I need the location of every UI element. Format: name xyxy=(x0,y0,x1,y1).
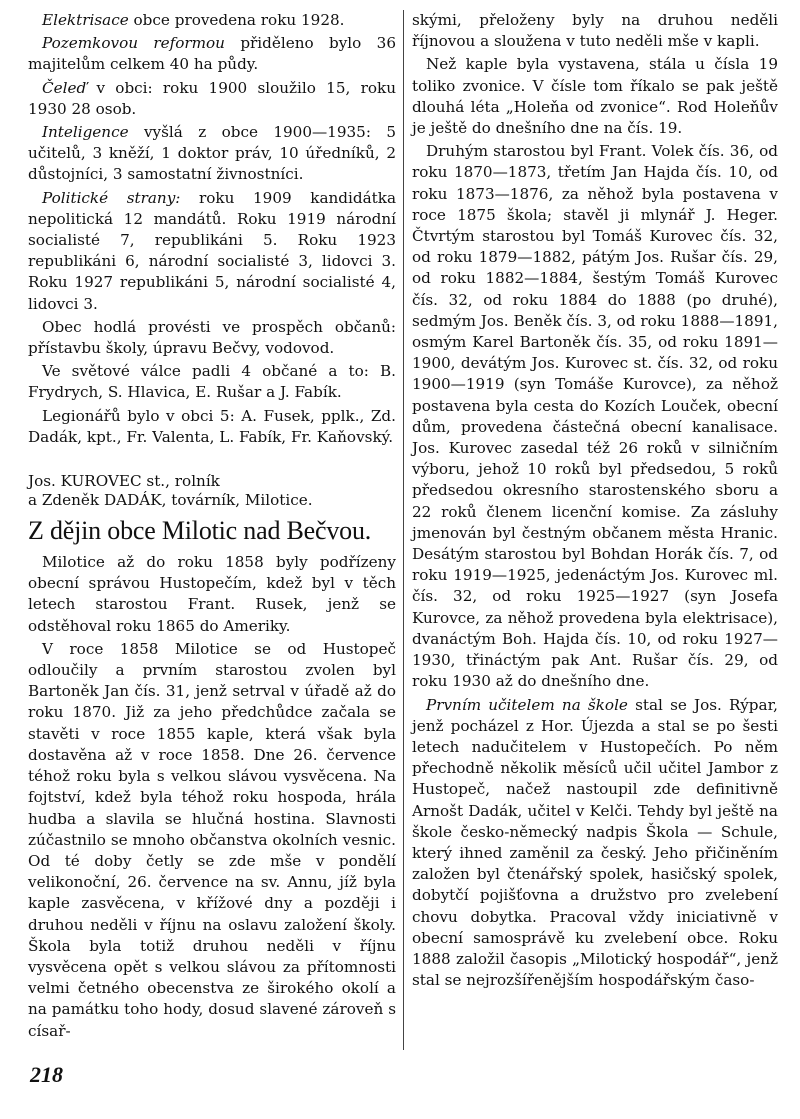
paragraph xyxy=(28,122,396,186)
paragraph-lead: Čeleď xyxy=(42,78,87,97)
right-column xyxy=(412,10,778,993)
paragraph xyxy=(412,141,778,692)
paragraph xyxy=(28,361,396,403)
paragraph xyxy=(28,78,396,120)
paragraph xyxy=(28,317,396,359)
paragraph-text: roku 1909 kandidátka nepolitická 12 mandátů. Roku 1919 národní socialisté 7, republikáni 5. Roku 1923 republikáni 6, národní socialisté 3, lidovci 3. Roku 1927 republikáni 5, národní socialisté 4, lidovci 3. xyxy=(28,188,396,313)
left-column xyxy=(28,10,396,1044)
paragraph-text: obce provedena roku 1928. xyxy=(128,11,345,29)
paragraph xyxy=(28,406,396,448)
paragraph xyxy=(28,10,396,31)
paragraph-text: vyšlá z obce 1900—1935: 5 učitelů, 3 kněží, 1 doktor práv, 10 úředníků, 2 důstojníci, 3 samostatní živnostníci. xyxy=(28,123,396,184)
paragraph xyxy=(412,695,778,992)
paragraph-text: Než kaple byla vystavena, stála u čísla 19 toliko zvonice. V čísle tom říkalo se pak ještě dlouhá léta „Holeňa od zvonice“. Rod Holeňův je ještě do dnešního dne na čís. 19. xyxy=(412,55,778,138)
paragraph xyxy=(412,10,778,52)
section-spacer xyxy=(28,450,396,472)
paragraph-text: stal se Jos. Rýpar, jenž pocházel z Hor. Újezda a stal se po šesti letech nadučitelem v Hustopečích. Po něm přechodně několik měsíců učil učitel Jambor z Hustopeč, načež nastoupil zde definitivně Arnošt Dadák, učitel v Kelči. Tehdy byl ještě na škole česko-německý nadpis Škola — Schule, který ihned zaměnil za český. Jeho přičiněním založen byl čtenářský spolek, hasičský spolek, dobytčí pojišťovna a družstvo pro zvelebení chovu dobytka. Pracoval vždy iniciativně v obecní samosprávě ku zvelebení obce. Roku 1888 založil časopis „Milotický hospodář“, jenž stal se nejrozšířenějším hospodářským časo- xyxy=(412,695,778,990)
paragraph-text: Ve světové válce padli 4 občané a to: B. Frydrych, S. Hlavica, E. Rušar a J. Fabík. xyxy=(28,362,396,402)
paragraph-text: Druhým starostou byl Frant. Volek čís. 36, od roku 1870—1873, třetím Jan Hajda čís. 10, od roku 1873—1876, za něhož byla postavena v roce 1875 škola; stavěl ji mlynář J. Heger. Čtvrtým starostou byl Tomáš Kurovec čís. 32, od roku 1879—1882, pátým Jos. Rušar čís. 29, od roku 1882—1884, šestým Tomáš Kurovec čís. 32, od roku 1884 do 1888 (po druhé), sedmým Jos. Beněk čís. 3, od roku 1888—1891, osmým Karel Bartoněk čís. 35, od roku 1891—1900, devátým Jos. Kurovec st. čís. 32, od roku 1900—1919 (syn Tomáše Kurovce), za něhož postavena byla cesta do Kozích Louček, obecní dům, provedena částečná obecní kanalisace. Jos. Kurovec zasedal též 26 roků v silničním výboru, jehož 10 roků byl předsedou, 5 roků předsedou okresního starostenského sboru a 22 roků členem licenční komise. Za zásluhy jmenován byl čestným občanem města Hranic. Desátým starostou byl Bohdan Horák čís. 7, od roku 1919—1925, jedenáctým Jos. Kurovec ml. čís. 32, od roku 1925—1927 (syn Josefa Kurovce, za něhož provedena byla elektrisace), dvanáctým Boh. Hajda čís. 10, od roku 1927—1930, třináctým pak Ant. Rušar čís. 29, od roku 1930 až do dnešního dne. xyxy=(412,142,778,691)
right-paragraphs xyxy=(412,10,778,991)
byline-authors: Jos. KUROVEC st., rolník xyxy=(28,472,220,491)
paragraph-lead: Politické strany: xyxy=(42,188,181,207)
page-number: 218 xyxy=(30,1062,63,1087)
paragraph xyxy=(28,188,396,315)
article-title: Z dějin obce Milotic nad Bečvou. xyxy=(28,516,372,546)
paragraph-text: Legionářů bylo v obci 5: A. Fusek, pplk., Zd. Dadák, kpt., Fr. Valenta, L. Fabík, Fr. Kaňovský. xyxy=(28,406,396,446)
left-top-paragraphs xyxy=(28,10,396,448)
byline-affiliation: a Zdeněk DADÁK, továrník, Milotice. xyxy=(28,491,313,510)
paragraph: V roce 1858 Milotice se od Hustopeč odloučily a prvním starostou zvolen byl Bartoněk Jan čís. 31, jenž setrval v úřadě až do roku 1870. Již za jeho předchůdce začala se stavěti v roce 1855 kaple, která však byla dostavěna až v roce 1858. Dne 26. července téhož roku byla s velkou slávou vysvěcena. Na fojtství, kdež byla téhož roku hospoda, hrála hudba a slavila se hlučná hostina. Slavnosti zúčastnilo se mnoho občanstva okolních vesnic. Od té doby četly se zde mše v pondělí velikonoční, 26. července na sv. Annu, jíž byla kaple zasvěcena, v křížové dny a později i druhou neděli v říjnu na oslavu založení školy. Škola byla totiž druhou neděli v říjnu vysvěcena opět s velkou slávou za přítomnosti velmi četného obecenstva ze širokého okolí a na památku toho hody, dosud slavené zároveň s císař- xyxy=(28,639,396,1040)
column-divider xyxy=(403,10,404,1050)
paragraph-text: přiděleno bylo 36 majitelům celkem 40 ha půdy. xyxy=(28,34,396,74)
paragraph-lead: Prvním učitelem na škole xyxy=(426,695,628,714)
paragraph-text: Obec hodlá provésti ve prospěch občanů: přístavbu školy, úpravu Bečvy, vodovod. xyxy=(28,317,396,358)
article-paragraphs xyxy=(28,552,396,1042)
paragraph-lead: Elektrisace xyxy=(42,11,129,29)
paragraph xyxy=(412,54,778,139)
paragraph-lead: Pozemkovou reformou xyxy=(42,34,225,53)
paragraph xyxy=(28,33,396,75)
paragraph-text: v obci: roku 1900 sloužilo 15, roku 1930 28 osob. xyxy=(28,78,396,118)
paragraph-text: skými, přeloženy byly na druhou neděli říjnovou a sloužena v tuto neděli mše v kapli. xyxy=(412,11,778,51)
paragraph: Milotice až do roku 1858 byly podřízeny obecní správou Hustopečím, kdež byl v těch letech starostou Frant. Rusek, jenž se odstěhoval roku 1865 do Ameriky. xyxy=(28,553,396,635)
paragraph-lead: Inteligence xyxy=(42,123,129,142)
